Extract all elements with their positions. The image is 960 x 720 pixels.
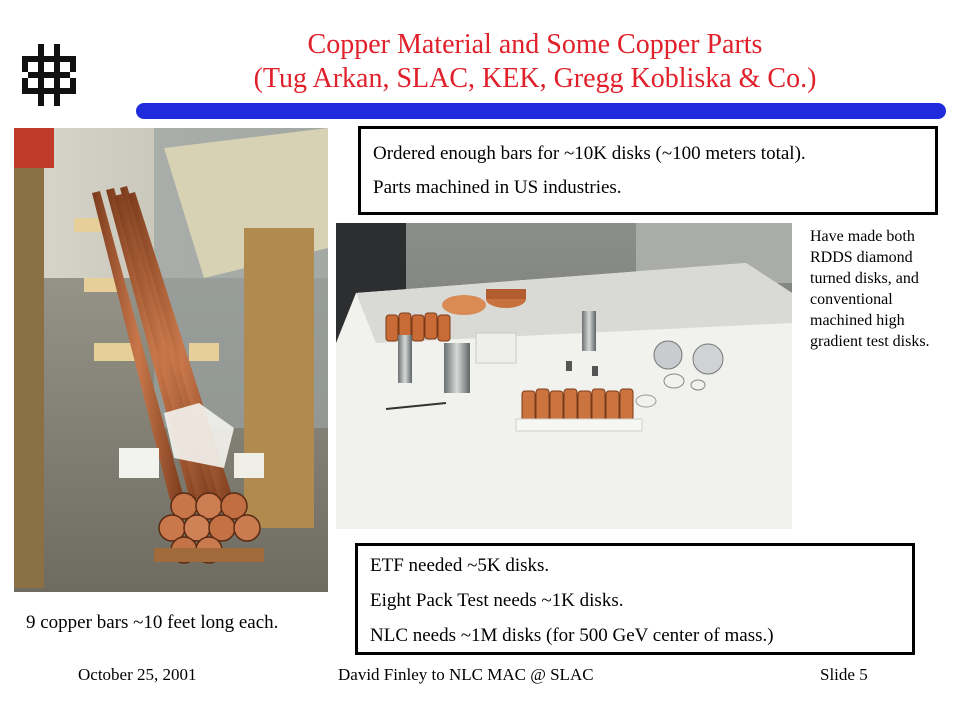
ordering-info-line-2: Parts machined in US industries. (373, 177, 622, 198)
disk-needs-line-2: Eight Pack Test needs ~1K disks. (370, 590, 624, 611)
copper-bars-photo (14, 128, 328, 592)
copper-parts-display-photo (336, 223, 792, 529)
header-accent-bar (136, 103, 946, 119)
footer-date: October 25, 2001 (78, 665, 197, 684)
ordering-info-box (358, 126, 938, 215)
title-line-1: Copper Material and Some Copper Parts (307, 29, 763, 60)
fermilab-logo-icon (18, 42, 80, 108)
footer-slide-number: Slide 5 (820, 665, 868, 684)
footer-presenter: David Finley to NLC MAC @ SLAC (338, 665, 594, 684)
disk-types-note: Have made both RDDS diamond turned disks, and conventional machined high gradient test disks. (810, 228, 930, 350)
disk-needs-box (355, 543, 915, 655)
disk-needs-line-1: ETF needed ~5K disks. (370, 555, 550, 576)
disk-needs-line-3: NLC needs ~1M disks (for 500 GeV center of mass.) (370, 625, 774, 646)
ordering-info-line-1: Ordered enough bars for ~10K disks (~100 meters total). (373, 143, 806, 164)
title-line-2: (Tug Arkan, SLAC, KEK, Gregg Kobliska & Co.) (253, 63, 817, 94)
photo-caption: 9 copper bars ~10 feet long each. (26, 612, 279, 633)
page-title (120, 28, 950, 96)
